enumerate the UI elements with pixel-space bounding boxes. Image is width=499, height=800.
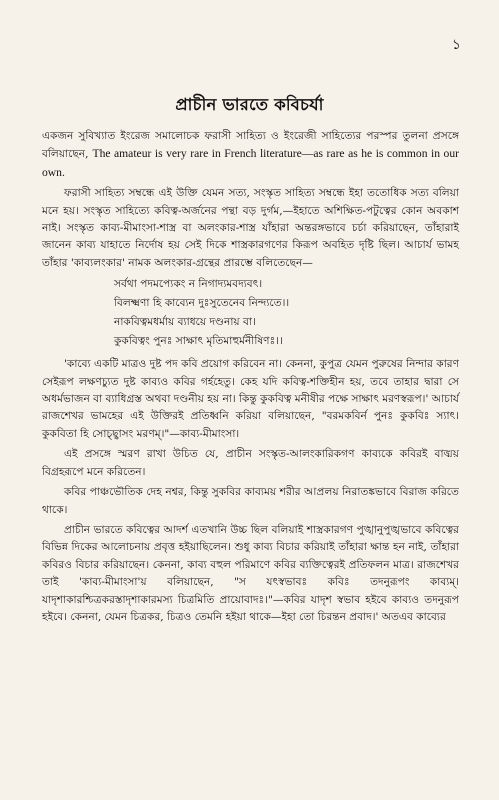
paragraph-1: [42, 128, 459, 182]
verse-line: সর্বথা পদমপ্যেকং ন নিগাদ্যমবদ্যবৎ।: [114, 278, 263, 291]
verse-line: বিলক্ষ্মণা হি কাব্যেন দুঃসুতেনেব নিন্দ্যতে।।: [114, 297, 290, 310]
page-number: ১: [451, 37, 461, 53]
verse-line: কুকবিত্বং পুনঃ সাক্ষাৎ মৃতিমাহুর্মনীষিণঃ।।: [114, 335, 283, 348]
paragraph-2: ফরাসী সাহিত্য সম্বন্ধে এই উক্তি যেমন সত্য, সংস্কৃত সাহিত্য সম্বন্ধে ইহা ততোধিক সত্য বলিয়া মনে হয়। সংস্কৃত সাহিত্যে কবিত্ব-অর্জনের পন্থা বড় দুর্গম,—ইহাতে অশিক্ষিত-পটুত্বের কোন অবকাশ নাই। সংস্কৃত কাব্য-মীমাংসা-শাস্ত্র বা অলংকার-শাস্ত্র যাঁহারা অন্তরঙ্গভাবে চর্চা করিয়াছেন, তাঁহারাই জানেন কাব্য যাহাতে নির্দোষ হয় সেই দিকে শাস্ত্রকারগণের কিরূপ অবহিত দৃষ্টি ছিল। আচার্য ভামহ তাঁহার 'কাব্যলংকার' নামক অলংকার-গ্রন্থের প্রারম্ভে বলিতেছেন—: [42, 187, 459, 269]
paragraph-1-bengali: একজন সুবিখ্যাত ইংরেজ সমালোচক ফরাসী সাহিত্য ও ইংরেজী সাহিত্যের পরস্পর তুলনা প্রসঙ্গে বলিয়াছেন,: [42, 130, 459, 161]
paragraph-5: কবির পাঞ্চভৌতিক দেহ নশ্বর, কিন্তু সুকবির কাব্যময় শরীর আপ্রলয় নিরাতঙ্কভাবে বিরাজ করিতে থাকে।: [42, 486, 459, 516]
chapter-title: প্রাচীন ভারতে কবিচর্যা: [175, 95, 324, 114]
paragraph-6: প্রাচীন ভারতে কবিত্বের আদর্শ এতখানি উচ্চ ছিল বলিয়াই শাস্ত্রকারগণ পুঙ্খানুপুঙ্খভাবে কবিত্বের বিভিন্ন দিকের আলোচনায় প্রবৃত্ত হইয়াছিলেন। শুধু কাব্য বিচার করিয়াই তাঁহারা ক্ষান্ত হন নাই, তাঁহারা কবিরও বিচার করিয়াছেন। কেননা, কাব্য বহুল পরিমাণে কবির ব্যক্তিত্বেরই প্রতিফলন মাত্র। রাজশেখর তাই 'কাব্য-মীমাংসা'য় বলিয়াছেন, "স যৎস্বভাবঃ কবিঃ তদনুরূপং কাব্যম্। যাদৃশাকারশ্চিত্রকরস্তাদৃশাকারমস্য চিত্রমিতি প্রায়োবাদঃ।"—কবির যাদৃশ স্বভাব হইবে কাব্যও তদনুরূপ হইবে। কেননা, যেমন চিত্রকর, চিত্রও তেমনি হইয়া থাকে—ইহা তো চিরন্তন প্রবাদ।' অতএব কাব্যের: [42, 523, 459, 623]
sanskrit-verse: [114, 275, 459, 351]
body-text: [42, 128, 459, 629]
english-quote: The amateur is very rare in French literature—as rare as he is common in our own.: [42, 147, 459, 179]
verse-line: নাকবিত্বমধর্মায় ব্যাধয়ে দণ্ডনায় বা।: [114, 316, 256, 329]
paragraph-3: 'কাব্যে একটি মাত্রও দুষ্ট পদ কবি প্রয়োগ করিবেন না। কেননা, কুপুত্র যেমন পুরুষের নিন্দার কারণ সেইরূপ লক্ষণচ্যুত দুষ্ট কাব্যও কবির গর্হহেতু। কেহ যদি কবিত্ব-শক্তিহীন হয়, তবে তাহার দ্বারা সে অধর্মভাজন বা ব্যাধিগ্রস্ত অথবা দণ্ডনীয় হয় না। কিন্তু কুকবিত্ব মনীষীর পক্ষে সাক্ষাৎ মরণস্বরূপ।' আচার্য রাজশেখর ভামহের এই উক্তিরই প্রতিধ্বনি করিয়া বলিয়াছেন, "বরমকবির্ন পুনঃ কুকবিঃ স্যাৎ। কুকবিতা হি সোচ্ছ্বাসং মরণম্।"—কাব্য-মীমাংসা।: [42, 358, 460, 440]
paragraph-4: এই প্রসঙ্গে স্মরণ রাখা উচিত যে, প্রাচীন সংস্কৃত-আলংকারিকগণ কাব্যকে কবিরই বাঙ্ময় বিগ্রহরূপে মনে করিতেন।: [42, 448, 459, 478]
